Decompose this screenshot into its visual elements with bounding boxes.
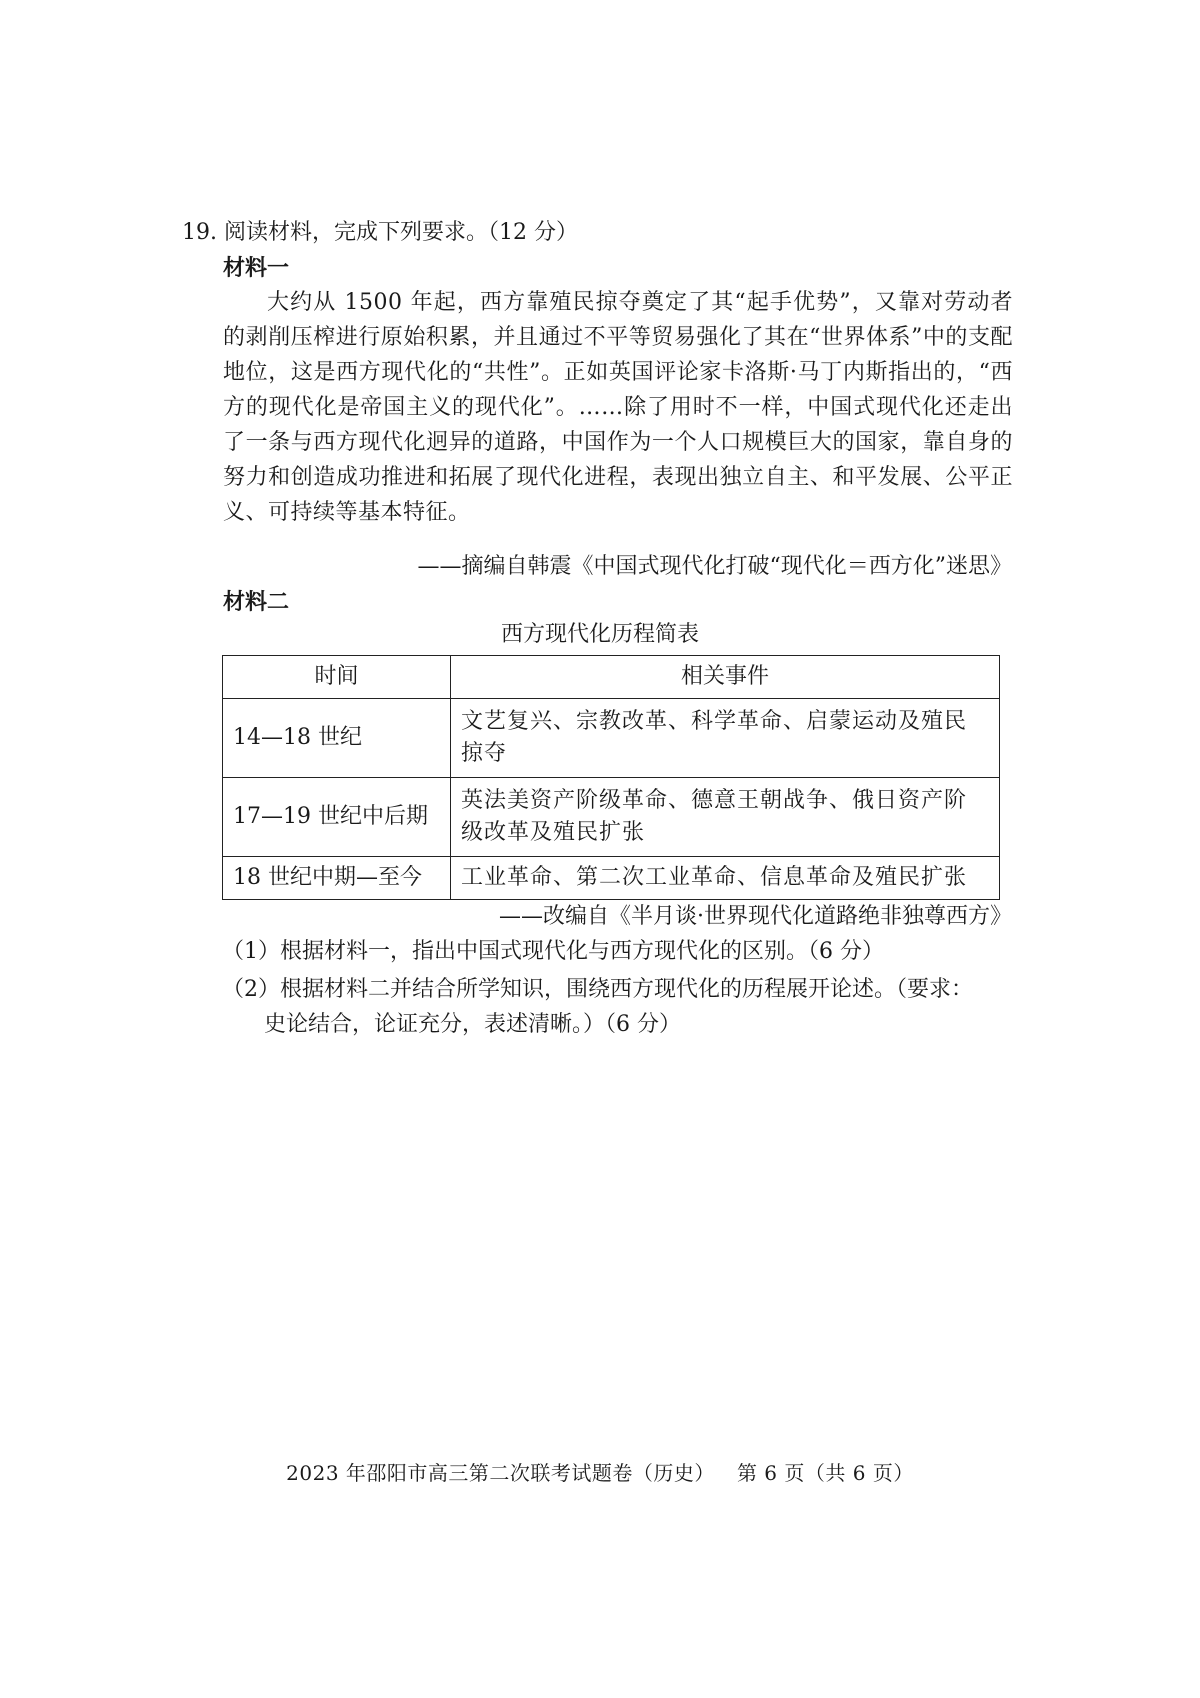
subquestion-1: （1）根据材料一，指出中国式现代化与西方现代化的区别。（6 分） bbox=[222, 939, 884, 964]
row-time: 18 世纪中期—至今 bbox=[223, 857, 451, 900]
modernization-table bbox=[222, 655, 1000, 900]
page-footer bbox=[0, 1458, 1200, 1488]
footer-title: 2023 年邵阳市高三第二次联考试题卷（历史） bbox=[286, 1461, 715, 1485]
row-events: 工业革命、第二次工业革命、信息革命及殖民扩张 bbox=[451, 857, 1000, 900]
material2-label: 材料二 bbox=[223, 590, 290, 615]
table-row bbox=[223, 778, 1000, 857]
footer-page-number: 第 6 页（共 6 页） bbox=[736, 1461, 914, 1485]
material1-label: 材料一 bbox=[223, 256, 290, 281]
row-time: 14—18 世纪 bbox=[223, 699, 451, 778]
row-events: 英法美资产阶级革命、德意王朝战争、俄日资产阶级改革及殖民扩张 bbox=[451, 778, 1000, 857]
row-time: 17—19 世纪中后期 bbox=[223, 778, 451, 857]
material1-source: ——摘编自韩震《中国式现代化打破“现代化＝西方化”迷思》 bbox=[417, 554, 1012, 579]
header-events: 相关事件 bbox=[451, 656, 1000, 699]
question-heading: 19. 阅读材料，完成下列要求。（12 分） bbox=[182, 220, 578, 245]
table-row bbox=[223, 857, 1000, 900]
subquestion-2-line1: （2）根据材料二并结合所学知识，围绕西方现代化的历程展开论述。（要求： bbox=[222, 977, 973, 1002]
table-header-row bbox=[223, 656, 1000, 699]
row-events: 文艺复兴、宗教改革、科学革命、启蒙运动及殖民掠夺 bbox=[451, 699, 1000, 778]
subquestion-2 bbox=[222, 972, 1022, 1042]
material2-source: ——改编自《半月谈·世界现代化道路绝非独尊西方》 bbox=[499, 904, 1012, 929]
header-time: 时间 bbox=[223, 656, 451, 699]
table-title: 西方现代化历程简表 bbox=[500, 622, 699, 647]
table-row bbox=[223, 699, 1000, 778]
material1-text: 大约从 1500 年起，西方靠殖民掠夺奠定了其“起手优势”，又靠对劳动者的剥削压榨进行原始积累，并且通过不平等贸易强化了其在“世界体系”中的支配地位，这是西方现代化的“共性”。正如英国评论家卡洛斯·马丁内斯指出的，“西方的现代化是帝国主义的现代化”。……除了用时不一样，中国式现代化还走出了一条与西方现代化迥异的道路，中国作为一个人口规模巨大的国家，靠自身的努力和创造成功推进和拓展了现代化进程，表现出独立自主、和平发展、公平正义、可持续等基本特征。 bbox=[223, 290, 1013, 525]
subquestion-2-line2: 史论结合，论证充分，表述清晰。）（6 分） bbox=[264, 1012, 681, 1037]
